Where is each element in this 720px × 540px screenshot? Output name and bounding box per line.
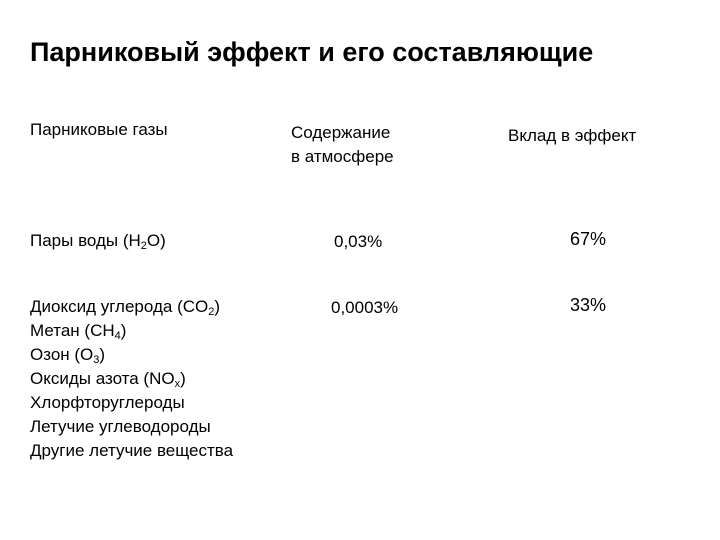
gas-name-text: Озон (O <box>30 345 94 364</box>
gas-name-suffix: ) <box>214 297 221 316</box>
gas-name-text: Пары воды (H <box>30 231 141 250</box>
gas-formula-subscript: 2 <box>208 306 215 318</box>
gas-list-item <box>30 438 233 462</box>
row-other-gases-contribution: 33% <box>570 295 607 315</box>
gas-list-item <box>30 366 233 390</box>
header-effect-contribution: Вклад в эффект <box>508 126 637 145</box>
gas-list-item <box>30 342 233 366</box>
gas-name-text: Хлорфторуглероды <box>30 393 185 412</box>
gas-formula-subscript: x <box>174 378 181 390</box>
header-content-line2: в атмосфере <box>291 147 394 166</box>
header-atmosphere-content <box>291 120 394 168</box>
header-greenhouse-gases: Парниковые газы <box>30 120 168 139</box>
row-water-vapor-content: 0,03% <box>334 232 383 251</box>
gas-formula-subscript: 4 <box>114 330 121 342</box>
row-water-vapor-name <box>30 228 166 253</box>
gas-formula-subscript: 3 <box>93 354 100 366</box>
slide-title: Парниковый эффект и его составляющие <box>30 37 594 67</box>
header-content-line1: Содержание <box>291 123 391 142</box>
gas-name-text: Диоксид углерода (CO <box>30 297 209 316</box>
gas-list-item <box>30 294 233 318</box>
row-other-gases-content: 0,0003% <box>331 298 399 317</box>
gas-name-suffix: O) <box>146 231 166 250</box>
row-water-vapor-contribution: 67% <box>570 229 607 249</box>
gas-list-item <box>30 318 233 342</box>
gas-name-text: Оксиды азота (NO <box>30 369 175 388</box>
gas-name-text: Метан (CH <box>30 321 115 340</box>
gas-list-item <box>30 414 233 438</box>
row-other-gases-list <box>30 294 233 462</box>
gas-name-suffix: ) <box>180 369 186 388</box>
gas-list-item <box>30 390 233 414</box>
gas-name-text: Летучие углеводороды <box>30 417 211 436</box>
gas-name-suffix: ) <box>99 345 106 364</box>
gas-formula-subscript: 2 <box>140 240 147 252</box>
gas-name-text: Другие летучие вещества <box>30 441 234 460</box>
gas-name-suffix: ) <box>120 321 127 340</box>
